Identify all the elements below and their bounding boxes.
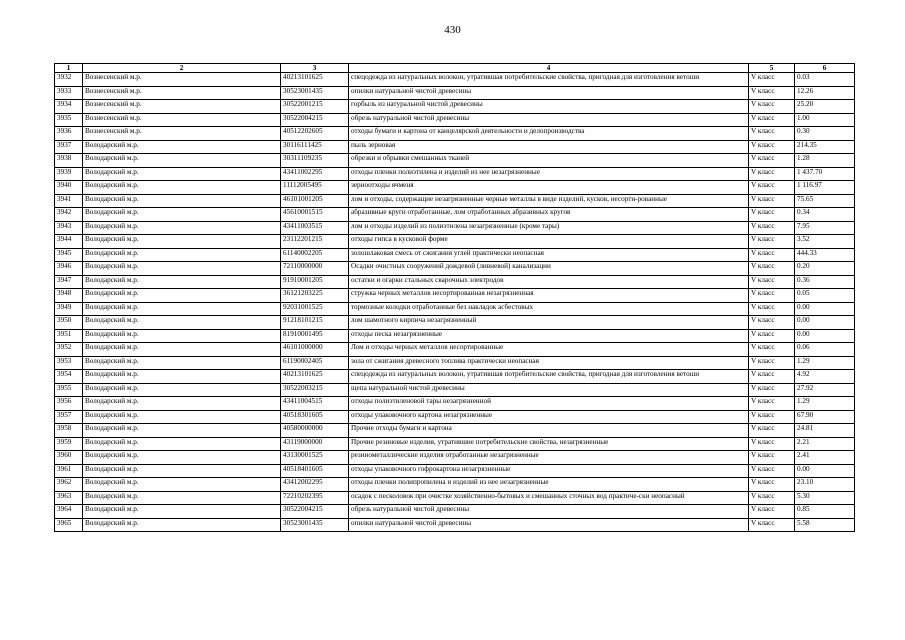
row-number-cell: 3938 bbox=[55, 154, 83, 168]
table-row bbox=[55, 464, 855, 478]
waste-code-cell: 30311109235 bbox=[281, 154, 349, 168]
table-row bbox=[55, 154, 855, 168]
row-number-cell: 3963 bbox=[55, 491, 83, 505]
hazard-class-cell: V класс bbox=[749, 275, 795, 289]
amount-cell: 2.21 bbox=[795, 437, 855, 451]
hazard-class-cell: V класс bbox=[749, 491, 795, 505]
row-number-cell: 3937 bbox=[55, 140, 83, 154]
waste-name-cell: опилки натуральной чистой древесины bbox=[349, 518, 749, 532]
row-number-cell: 3932 bbox=[55, 73, 83, 87]
waste-name-cell: отходы пленки полипропилена и изделий из нее незагрязненные bbox=[349, 478, 749, 492]
district-cell: Володарский м.р. bbox=[83, 478, 281, 492]
district-cell: Володарский м.р. bbox=[83, 329, 281, 343]
table-row bbox=[55, 181, 855, 195]
amount-cell: 0.03 bbox=[795, 73, 855, 87]
hazard-class-cell: V класс bbox=[749, 478, 795, 492]
table-row bbox=[55, 302, 855, 316]
row-number-cell: 3933 bbox=[55, 86, 83, 100]
waste-name-cell: обрезь натуральной чистой древесины bbox=[349, 113, 749, 127]
row-number-cell: 3958 bbox=[55, 424, 83, 438]
amount-cell: 5.30 bbox=[795, 491, 855, 505]
amount-cell: 1.29 bbox=[795, 397, 855, 411]
waste-code-cell: 43411004515 bbox=[281, 397, 349, 411]
row-number-cell: 3956 bbox=[55, 397, 83, 411]
amount-cell: 4.92 bbox=[795, 370, 855, 384]
district-cell: Вознесенский м.р. bbox=[83, 100, 281, 114]
waste-code-cell: 30522001215 bbox=[281, 100, 349, 114]
hazard-class-cell: V класс bbox=[749, 194, 795, 208]
amount-cell: 23.10 bbox=[795, 478, 855, 492]
amount-cell: 0.20 bbox=[795, 262, 855, 276]
district-cell: Вознесенский м.р. bbox=[83, 113, 281, 127]
hazard-class-cell: V класс bbox=[749, 464, 795, 478]
district-cell: Володарский м.р. bbox=[83, 491, 281, 505]
waste-name-cell: обрезки и обрывки смешанных тканей bbox=[349, 154, 749, 168]
district-cell: Володарский м.р. bbox=[83, 302, 281, 316]
row-number-cell: 3939 bbox=[55, 167, 83, 181]
hazard-class-cell: V класс bbox=[749, 437, 795, 451]
waste-name-cell: отходы полиэтиленовой тары незагрязненной bbox=[349, 397, 749, 411]
district-cell: Володарский м.р. bbox=[83, 289, 281, 303]
waste-name-cell: тормозные колодки отработанные без накладок асбестовых bbox=[349, 302, 749, 316]
table-row bbox=[55, 73, 855, 87]
waste-name-cell: Прочие резиновые изделия, утратившие потребительские свойства, незагрязненные bbox=[349, 437, 749, 451]
row-number-cell: 3965 bbox=[55, 518, 83, 532]
waste-name-cell: резинометаллические изделия отработанные незагрязненные bbox=[349, 451, 749, 465]
district-cell: Володарский м.р. bbox=[83, 383, 281, 397]
table-row bbox=[55, 235, 855, 249]
row-number-cell: 3955 bbox=[55, 383, 83, 397]
hazard-class-cell: V класс bbox=[749, 505, 795, 519]
row-number-cell: 3941 bbox=[55, 194, 83, 208]
waste-code-cell: 81910001495 bbox=[281, 329, 349, 343]
amount-cell: 0.00 bbox=[795, 302, 855, 316]
table-row bbox=[55, 113, 855, 127]
district-cell: Володарский м.р. bbox=[83, 356, 281, 370]
district-cell: Володарский м.р. bbox=[83, 397, 281, 411]
waste-code-cell: 36121203225 bbox=[281, 289, 349, 303]
row-number-cell: 3943 bbox=[55, 221, 83, 235]
header-row bbox=[55, 64, 855, 73]
district-cell: Володарский м.р. bbox=[83, 167, 281, 181]
waste-code-cell: 61140002205 bbox=[281, 248, 349, 262]
district-cell: Володарский м.р. bbox=[83, 437, 281, 451]
amount-cell: 1.00 bbox=[795, 113, 855, 127]
waste-code-cell: 23112201215 bbox=[281, 235, 349, 249]
district-cell: Володарский м.р. bbox=[83, 370, 281, 384]
hazard-class-cell: V класс bbox=[749, 140, 795, 154]
waste-name-cell: отходы упаковочного картона незагрязненные bbox=[349, 410, 749, 424]
district-cell: Володарский м.р. bbox=[83, 410, 281, 424]
row-number-cell: 3954 bbox=[55, 370, 83, 384]
district-cell: Володарский м.р. bbox=[83, 424, 281, 438]
waste-code-cell: 46101000000 bbox=[281, 343, 349, 357]
table-row bbox=[55, 478, 855, 492]
amount-cell: 25.20 bbox=[795, 100, 855, 114]
amount-cell: 1.28 bbox=[795, 154, 855, 168]
district-cell: Володарский м.р. bbox=[83, 235, 281, 249]
row-number-cell: 3940 bbox=[55, 181, 83, 195]
table-header bbox=[55, 64, 855, 73]
waste-name-cell: отходы упаковочного гофрокартона незагрязненные bbox=[349, 464, 749, 478]
waste-code-cell: 92031001525 bbox=[281, 302, 349, 316]
table-row bbox=[55, 343, 855, 357]
waste-code-cell: 91218101215 bbox=[281, 316, 349, 330]
waste-name-cell: осадок с песколовок при очистке хозяйственно-бытовых и смешанных сточных вод практиче-ски неопасный bbox=[349, 491, 749, 505]
amount-cell: 1 437.70 bbox=[795, 167, 855, 181]
table-row bbox=[55, 505, 855, 519]
waste-code-cell: 43130001525 bbox=[281, 451, 349, 465]
hazard-class-cell: V класс bbox=[749, 424, 795, 438]
amount-cell: 0.00 bbox=[795, 464, 855, 478]
row-number-cell: 3960 bbox=[55, 451, 83, 465]
amount-cell: 24.81 bbox=[795, 424, 855, 438]
waste-code-cell: 30116111425 bbox=[281, 140, 349, 154]
district-cell: Володарский м.р. bbox=[83, 221, 281, 235]
hazard-class-cell: V класс bbox=[749, 316, 795, 330]
district-cell: Вознесенский м.р. bbox=[83, 86, 281, 100]
hazard-class-cell: V класс bbox=[749, 356, 795, 370]
waste-name-cell: отходы песка незагрязненные bbox=[349, 329, 749, 343]
hazard-class-cell: V класс bbox=[749, 154, 795, 168]
amount-cell: 214.35 bbox=[795, 140, 855, 154]
amount-cell: 0.06 bbox=[795, 343, 855, 357]
row-number-cell: 3962 bbox=[55, 478, 83, 492]
waste-name-cell: опилки натуральной чистой древесины bbox=[349, 86, 749, 100]
waste-code-cell: 43412002295 bbox=[281, 478, 349, 492]
district-cell: Вознесенский м.р. bbox=[83, 127, 281, 141]
row-number-cell: 3957 bbox=[55, 410, 83, 424]
row-number-cell: 3944 bbox=[55, 235, 83, 249]
table-row bbox=[55, 356, 855, 370]
waste-name-cell: отходы пленки полиэтилена и изделий из нее незагрязненные bbox=[349, 167, 749, 181]
waste-code-cell: 11112005495 bbox=[281, 181, 349, 195]
waste-name-cell: золошлаковая смесь от сжигания углей практически неопасная bbox=[349, 248, 749, 262]
amount-cell: 0.36 bbox=[795, 275, 855, 289]
table-row bbox=[55, 140, 855, 154]
row-number-cell: 3934 bbox=[55, 100, 83, 114]
table-row bbox=[55, 275, 855, 289]
waste-code-cell: 40518401605 bbox=[281, 464, 349, 478]
table-row bbox=[55, 316, 855, 330]
hazard-class-cell: V класс bbox=[749, 518, 795, 532]
row-number-cell: 3949 bbox=[55, 302, 83, 316]
waste-name-cell: щепа натуральной чистой древесины bbox=[349, 383, 749, 397]
table-row bbox=[55, 518, 855, 532]
waste-name-cell: обрезь натуральной чистой древесины bbox=[349, 505, 749, 519]
row-number-cell: 3947 bbox=[55, 275, 83, 289]
column-header-2: 2 bbox=[83, 64, 281, 73]
amount-cell: 0.00 bbox=[795, 316, 855, 330]
district-cell: Вознесенский м.р. bbox=[83, 73, 281, 87]
hazard-class-cell: V класс bbox=[749, 451, 795, 465]
hazard-class-cell: V класс bbox=[749, 343, 795, 357]
table-row bbox=[55, 100, 855, 114]
hazard-class-cell: V класс bbox=[749, 329, 795, 343]
amount-cell: 3.52 bbox=[795, 235, 855, 249]
district-cell: Володарский м.р. bbox=[83, 451, 281, 465]
row-number-cell: 3942 bbox=[55, 208, 83, 222]
waste-code-cell: 46101001205 bbox=[281, 194, 349, 208]
hazard-class-cell: V класс bbox=[749, 113, 795, 127]
row-number-cell: 3959 bbox=[55, 437, 83, 451]
amount-cell: 5.58 bbox=[795, 518, 855, 532]
table-row bbox=[55, 437, 855, 451]
waste-name-cell: Прочие отходы бумаги и картона bbox=[349, 424, 749, 438]
waste-code-cell: 30523001435 bbox=[281, 518, 349, 532]
table-row bbox=[55, 194, 855, 208]
waste-code-cell: 43411002295 bbox=[281, 167, 349, 181]
hazard-class-cell: V класс bbox=[749, 289, 795, 303]
hazard-class-cell: V класс bbox=[749, 370, 795, 384]
amount-cell: 0.85 bbox=[795, 505, 855, 519]
table-row bbox=[55, 383, 855, 397]
waste-code-cell: 45610001515 bbox=[281, 208, 349, 222]
hazard-class-cell: V класс bbox=[749, 410, 795, 424]
hazard-class-cell: V класс bbox=[749, 86, 795, 100]
district-cell: Володарский м.р. bbox=[83, 248, 281, 262]
row-number-cell: 3961 bbox=[55, 464, 83, 478]
waste-code-cell: 30522004215 bbox=[281, 113, 349, 127]
amount-cell: 0.34 bbox=[795, 208, 855, 222]
amount-cell: 444.33 bbox=[795, 248, 855, 262]
hazard-class-cell: V класс bbox=[749, 181, 795, 195]
waste-code-cell: 30522003215 bbox=[281, 383, 349, 397]
waste-code-cell: 61190002405 bbox=[281, 356, 349, 370]
column-header-6: 6 bbox=[795, 64, 855, 73]
column-header-1: 1 bbox=[55, 64, 83, 73]
district-cell: Володарский м.р. bbox=[83, 275, 281, 289]
waste-code-cell: 40512202605 bbox=[281, 127, 349, 141]
table-row bbox=[55, 262, 855, 276]
district-cell: Володарский м.р. bbox=[83, 464, 281, 478]
waste-name-cell: лом и отходы, содержащие незагрязненные черные металлы в виде изделий, кусков, несорти-рованные bbox=[349, 194, 749, 208]
page-number: 430 bbox=[444, 24, 461, 36]
district-cell: Володарский м.р. bbox=[83, 181, 281, 195]
table-row bbox=[55, 127, 855, 141]
waste-code-cell: 91910001205 bbox=[281, 275, 349, 289]
amount-cell: 2.41 bbox=[795, 451, 855, 465]
waste-name-cell: зерноотходы ячменя bbox=[349, 181, 749, 195]
row-number-cell: 3936 bbox=[55, 127, 83, 141]
waste-code-cell: 72110000000 bbox=[281, 262, 349, 276]
waste-name-cell: зола от сжигания древесного топлива практически неопасная bbox=[349, 356, 749, 370]
table-row bbox=[55, 491, 855, 505]
row-number-cell: 3935 bbox=[55, 113, 83, 127]
waste-name-cell: Осадки очистных сооружений дождевой (ливневой) канализации bbox=[349, 262, 749, 276]
row-number-cell: 3953 bbox=[55, 356, 83, 370]
hazard-class-cell: V класс bbox=[749, 383, 795, 397]
hazard-class-cell: V класс bbox=[749, 221, 795, 235]
district-cell: Володарский м.р. bbox=[83, 154, 281, 168]
hazard-class-cell: V класс bbox=[749, 302, 795, 316]
waste-code-cell: 40518301605 bbox=[281, 410, 349, 424]
table-row bbox=[55, 221, 855, 235]
waste-code-cell: 43119000000 bbox=[281, 437, 349, 451]
table-row bbox=[55, 248, 855, 262]
hazard-class-cell: V класс bbox=[749, 167, 795, 181]
table-row bbox=[55, 451, 855, 465]
row-number-cell: 3950 bbox=[55, 316, 83, 330]
waste-register-table bbox=[54, 63, 855, 532]
waste-name-cell: лом шамотного кирпича незагрязненный bbox=[349, 316, 749, 330]
waste-code-cell: 40580000000 bbox=[281, 424, 349, 438]
amount-cell: 27.92 bbox=[795, 383, 855, 397]
hazard-class-cell: V класс bbox=[749, 235, 795, 249]
district-cell: Володарский м.р. bbox=[83, 208, 281, 222]
district-cell: Володарский м.р. bbox=[83, 316, 281, 330]
hazard-class-cell: V класс bbox=[749, 100, 795, 114]
table-row bbox=[55, 329, 855, 343]
waste-name-cell: пыль зерновая bbox=[349, 140, 749, 154]
amount-cell: 7.95 bbox=[795, 221, 855, 235]
amount-cell: 67.90 bbox=[795, 410, 855, 424]
row-number-cell: 3952 bbox=[55, 343, 83, 357]
amount-cell: 75.65 bbox=[795, 194, 855, 208]
hazard-class-cell: V класс bbox=[749, 397, 795, 411]
waste-name-cell: отходы гипса в кусковой форме bbox=[349, 235, 749, 249]
amount-cell: 0.05 bbox=[795, 289, 855, 303]
waste-code-cell: 30523001435 bbox=[281, 86, 349, 100]
waste-name-cell: отходы бумаги и картона от канцелярской деятельности и делопроизводства bbox=[349, 127, 749, 141]
row-number-cell: 3948 bbox=[55, 289, 83, 303]
hazard-class-cell: V класс bbox=[749, 248, 795, 262]
waste-name-cell: спецодежда из натуральных волокон, утратившая потребительские свойства, пригодная для изготовления ветоши bbox=[349, 73, 749, 87]
hazard-class-cell: V класс bbox=[749, 208, 795, 222]
table-row bbox=[55, 86, 855, 100]
hazard-class-cell: V класс bbox=[749, 127, 795, 141]
column-header-4: 4 bbox=[349, 64, 749, 73]
waste-name-cell: остатки и огарки стальных сварочных электродов bbox=[349, 275, 749, 289]
waste-code-cell: 43411003515 bbox=[281, 221, 349, 235]
column-header-5: 5 bbox=[749, 64, 795, 73]
waste-name-cell: Лом и отходы черных металлов несортированные bbox=[349, 343, 749, 357]
hazard-class-cell: V класс bbox=[749, 262, 795, 276]
district-cell: Володарский м.р. bbox=[83, 505, 281, 519]
waste-code-cell: 40213101625 bbox=[281, 370, 349, 384]
waste-name-cell: горбыль из натуральной чистой древесины bbox=[349, 100, 749, 114]
district-cell: Володарский м.р. bbox=[83, 194, 281, 208]
table-body bbox=[55, 73, 855, 532]
waste-name-cell: лом и отходы изделий из полиэтилена незагрязненные (кроме тары) bbox=[349, 221, 749, 235]
table-row bbox=[55, 397, 855, 411]
row-number-cell: 3946 bbox=[55, 262, 83, 276]
hazard-class-cell: V класс bbox=[749, 73, 795, 87]
waste-name-cell: абразивные круги отработанные, лом отработанных абразивных кругов bbox=[349, 208, 749, 222]
row-number-cell: 3951 bbox=[55, 329, 83, 343]
table-row bbox=[55, 289, 855, 303]
amount-cell: 1.29 bbox=[795, 356, 855, 370]
waste-code-cell: 72210202395 bbox=[281, 491, 349, 505]
waste-code-cell: 40213101625 bbox=[281, 73, 349, 87]
district-cell: Володарский м.р. bbox=[83, 343, 281, 357]
amount-cell: 0.30 bbox=[795, 127, 855, 141]
waste-code-cell: 30522004215 bbox=[281, 505, 349, 519]
table-row bbox=[55, 167, 855, 181]
row-number-cell: 3964 bbox=[55, 505, 83, 519]
table-row bbox=[55, 370, 855, 384]
waste-name-cell: спецодежда из натуральных волокон, утратившая потребительские свойства, пригодная для изготовления ветоши bbox=[349, 370, 749, 384]
amount-cell: 1 116.97 bbox=[795, 181, 855, 195]
table-row bbox=[55, 208, 855, 222]
table-row bbox=[55, 424, 855, 438]
amount-cell: 12.26 bbox=[795, 86, 855, 100]
row-number-cell: 3945 bbox=[55, 248, 83, 262]
district-cell: Володарский м.р. bbox=[83, 140, 281, 154]
waste-name-cell: стружка черных металлов несортированная незагрязненная bbox=[349, 289, 749, 303]
table-row bbox=[55, 410, 855, 424]
district-cell: Володарский м.р. bbox=[83, 262, 281, 276]
district-cell: Володарский м.р. bbox=[83, 518, 281, 532]
amount-cell: 0.00 bbox=[795, 329, 855, 343]
column-header-3: 3 bbox=[281, 64, 349, 73]
